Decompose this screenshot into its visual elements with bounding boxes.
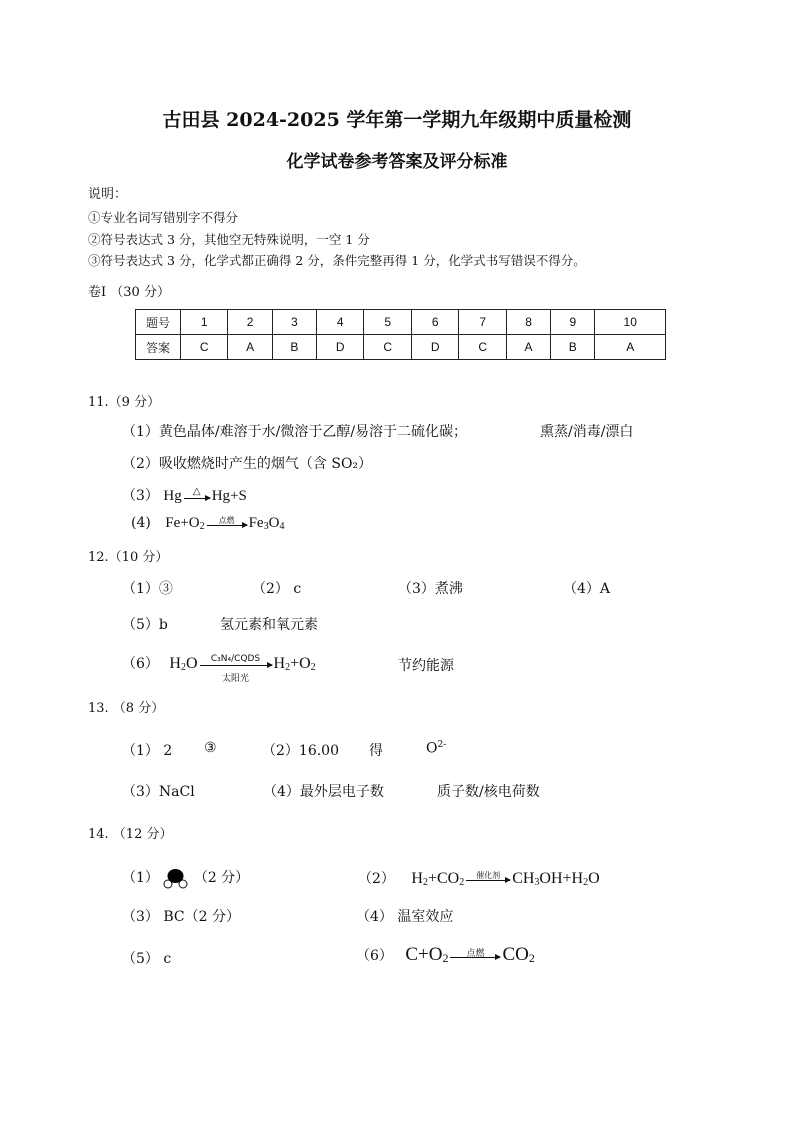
- q14-answer-1: [122, 867, 249, 889]
- q14-answer-1-label: （1）: [122, 870, 159, 886]
- q11-equation-4: $Fe+O_2$ 点燃 $Fe_3O_4$: [165, 515, 285, 532]
- notes-label: 说明：: [88, 187, 128, 202]
- q11-answer-3-label: （3）: [122, 488, 159, 504]
- molecule-model-icon: [163, 867, 189, 889]
- ion-charge: 2-: [437, 740, 447, 750]
- table-cell: D: [411, 335, 458, 360]
- table-cell: D: [316, 335, 363, 360]
- q13-answer-2: （2）16.00: [262, 743, 339, 759]
- table-cell: 2: [228, 310, 272, 335]
- table-cell: 4: [316, 310, 363, 335]
- q14-equation-2: $H_2+CO_2$ 催化剂 $CH_3OH+H_2O$: [411, 870, 600, 888]
- page-title: 古田县 2024-2025 学年第一学期九年级期中质量检测: [162, 109, 632, 131]
- q12-answer-4: （4）A: [563, 581, 611, 597]
- q13-answer-4b: 质子数/核电荷数: [437, 784, 540, 800]
- arrow-condition-bottom: 太阳光: [221, 674, 249, 684]
- row-header: 题号: [136, 310, 181, 335]
- q12-answer-3: （3）煮沸: [398, 581, 463, 597]
- arrow-condition: 点燃: [466, 949, 485, 959]
- answer-table: [135, 309, 666, 360]
- q12-answer-6b: 节约能源: [398, 658, 454, 674]
- arrow-condition: 点燃: [218, 516, 235, 525]
- q14-answer-1-score: （2 分）: [193, 870, 250, 886]
- table-cell: 9: [551, 310, 595, 335]
- q11-answer-2: （2）吸收燃烧时产生的烟气（含 SO₂）: [122, 456, 373, 472]
- table-cell: 1: [181, 310, 228, 335]
- table-cell: A: [506, 335, 550, 360]
- part1-label: 卷Ⅰ （30 分）: [88, 285, 170, 300]
- q13-answer-3: （3）NaCl: [122, 784, 195, 800]
- q12-answer-6: [122, 653, 316, 684]
- q11-answer-1b: 熏蒸/消毒/漂白: [540, 424, 634, 440]
- q12-answer-1: （1）③: [122, 581, 173, 597]
- q12-answer-5b: 氢元素和氧元素: [220, 617, 318, 633]
- q12-answer-5: （5）b: [122, 617, 168, 633]
- note-item-3: ③符号表达式 3 分，化学式都正确得 2 分，条件完整再得 1 分，化学式书写错误不得分。: [88, 253, 586, 268]
- table-cell: 3: [272, 310, 316, 335]
- equation-reactant: Hg: [163, 488, 182, 504]
- table-cell: A: [595, 335, 666, 360]
- reaction-arrow: [466, 871, 510, 888]
- q12-answer-2: （2） c: [252, 581, 302, 597]
- q13-answer-1b: ③: [204, 740, 217, 756]
- table-cell: B: [272, 335, 316, 360]
- reaction-arrow: [184, 486, 210, 505]
- reaction-arrow: [207, 516, 247, 532]
- q11-equation-3: [163, 488, 246, 505]
- q11-answer-1: （1）黄色晶体/难溶于水/微溶于乙醇/易溶于二硫化碳；: [122, 424, 468, 440]
- table-cell: 8: [506, 310, 550, 335]
- q11-answer-4: [131, 515, 284, 532]
- table-cell: 6: [411, 310, 458, 335]
- table-row: [136, 310, 666, 335]
- q11-heading: 11.（9 分）: [88, 395, 161, 410]
- arrow-condition: 催化剂: [476, 871, 501, 880]
- table-cell: 7: [459, 310, 506, 335]
- table-cell: C: [364, 335, 411, 360]
- row-header: 答案: [136, 335, 181, 360]
- q11-answer-4-label: (4): [131, 515, 151, 531]
- ion-symbol: O: [426, 740, 438, 757]
- q14-answer-4: （4） 温室效应: [356, 909, 454, 925]
- table-row: [136, 335, 666, 360]
- table-cell: 5: [364, 310, 411, 335]
- equation-product: Hg+S: [211, 488, 247, 504]
- note-item-2: ②符号表达式 3 分，其他空无特殊说明，一空 1 分: [88, 232, 370, 247]
- table-cell: 10: [595, 310, 666, 335]
- q11-answer-3: [122, 485, 247, 505]
- q12-answer-6-label: （6）: [122, 656, 159, 672]
- heat-symbol: △: [192, 486, 201, 497]
- q14-answer-3: （3） BC（2 分）: [122, 909, 240, 925]
- q14-answer-2: [358, 868, 600, 888]
- arrow-condition-top: C₃N₄/CQDS: [210, 654, 261, 664]
- reaction-arrow: [200, 654, 272, 684]
- page-subtitle: 化学试卷参考答案及评分标准: [286, 152, 508, 172]
- table-cell: B: [551, 335, 595, 360]
- reaction-arrow: [450, 949, 500, 966]
- q12-heading: 12.（10 分）: [88, 550, 169, 565]
- q14-heading: 14. （12 分）: [88, 827, 173, 842]
- q12-equation-6: $H_2O$ C₃N₄/CQDS 太阳光 $H_2+O_2$: [169, 654, 316, 684]
- q14-answer-2-label: （2）: [358, 871, 395, 887]
- q13-answer-2c: [426, 740, 446, 757]
- q13-heading: 13. （8 分）: [88, 701, 165, 716]
- q14-answer-5: （5） c: [122, 951, 172, 967]
- table-cell: C: [181, 335, 228, 360]
- note-item-1: ①专业名词写错别字不得分: [88, 210, 239, 225]
- q14-equation-6: $C+O_2$ 点燃 $CO_2$: [405, 944, 535, 965]
- q14-answer-6: [356, 944, 535, 966]
- table-cell: A: [228, 335, 272, 360]
- q14-answer-6-label: （6）: [356, 948, 393, 964]
- table-cell: C: [459, 335, 506, 360]
- q13-answer-4: （4）最外层电子数: [263, 784, 384, 800]
- q13-answer-2b: 得: [369, 743, 383, 759]
- q13-answer-1: （1） 2: [122, 743, 173, 759]
